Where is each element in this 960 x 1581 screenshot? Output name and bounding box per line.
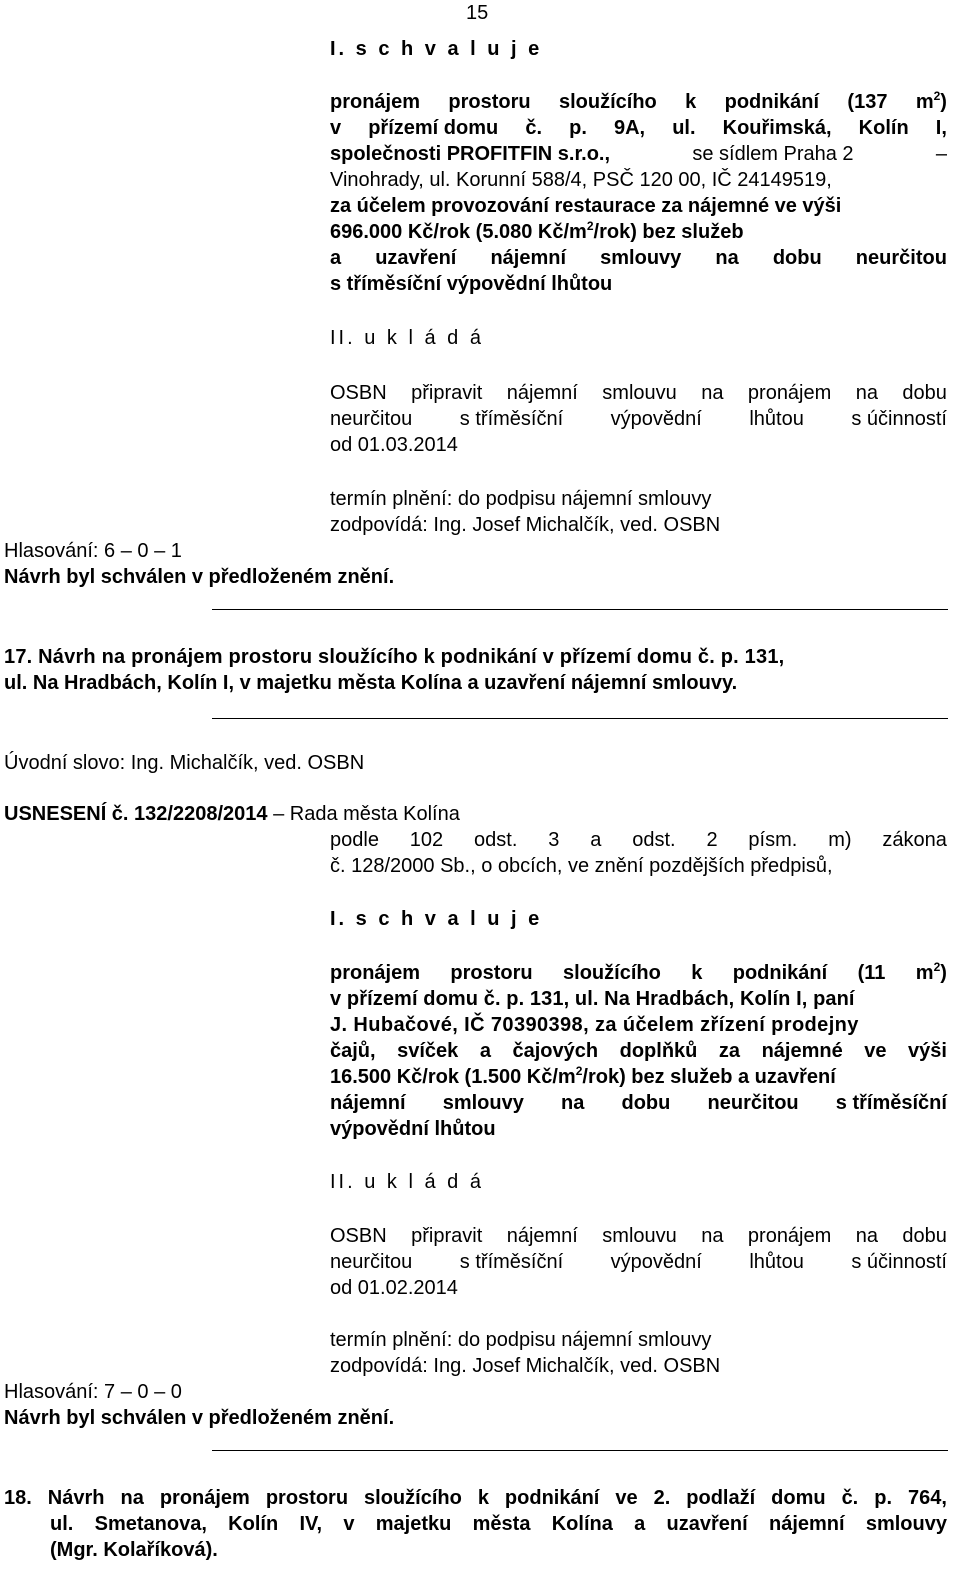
legal-basis: č. 128/2000 Sb., o obcích, ve znění pozdějších předpisů, — [330, 855, 833, 877]
agenda-item-title: 17. Návrh na pronájem prostoru sloužícího k podnikání v přízemí domu č. p. 131, — [4, 646, 785, 668]
task-line: OSBN připravit nájemní smlouvu na pronájem na dobu — [330, 1225, 947, 1247]
task-line: neurčitou s tříměsíční výpovědní lhůtou s účinností — [330, 408, 947, 430]
agenda-item-title: (Mgr. Kolaříková). — [50, 1539, 218, 1561]
task-line: od 01.02.2014 — [330, 1277, 458, 1299]
vote-result: Hlasování: 6 – 0 – 1 — [4, 540, 182, 562]
resolution-line: za účelem provozování restaurace za nájemné ve výši — [330, 195, 842, 217]
agenda-item-title: ul. Na Hradbách, Kolín I, v majetku města Kolína a uzavření nájemní smlouvy. — [4, 672, 738, 694]
intro-speaker: Úvodní slovo: Ing. Michalčík, ved. OSBN — [4, 752, 365, 774]
resolution-line: Vinohrady, ul. Korunní 588/4, PSČ 120 00, IČ 24149519, — [330, 169, 832, 191]
resolution-line: v přízemí domu č. p. 9A, ul. Kouřimská, Kolín I, — [330, 117, 947, 139]
divider — [212, 1450, 948, 1451]
task-line: OSBN připravit nájemní smlouvu na pronájem na dobu — [330, 382, 947, 404]
page-number: 15 — [466, 2, 489, 24]
resolution-line: v přízemí domu č. p. 131, ul. Na Hradbách, Kolín I, paní — [330, 988, 855, 1010]
agenda-item-title: 18. Návrh na pronájem prostoru sloužícího k podnikání ve 2. podlaží domu č. p. 764, — [4, 1487, 947, 1509]
resolution-line: výpovědní lhůtou — [330, 1118, 496, 1140]
deadline: termín plnění: do podpisu nájemní smlouvy — [330, 488, 712, 510]
resolution-line: s tříměsíční výpovědní lhůtou — [330, 273, 613, 295]
resolution-line: pronájem prostoru sloužícího k podnikání (137 $m^2$) — [330, 89, 947, 113]
divider — [212, 609, 948, 610]
deadline: termín plnění: do podpisu nájemní smlouvy — [330, 1329, 712, 1351]
resolution-line: čajů, svíček a čajových doplňků za nájemné ve výši — [330, 1040, 947, 1062]
schvaluje-heading: I. s c h v a l u j e — [330, 38, 543, 60]
responsible: zodpovídá: Ing. Josef Michalčík, ved. OSBN — [330, 1355, 721, 1377]
resolution-number: USNESENÍ č. 132/2208/2014 – Rada města Kolína — [4, 803, 460, 825]
schvaluje-heading: I. s c h v a l u j e — [330, 908, 543, 930]
resolution-line: nájemní smlouvy na dobu neurčitou s tříměsíční — [330, 1092, 947, 1114]
uklada-heading: II. u k l á d á — [330, 327, 484, 349]
approval-statement: Návrh byl schválen v předloženém znění. — [4, 1407, 395, 1429]
approval-statement: Návrh byl schválen v předloženém znění. — [4, 566, 395, 588]
vote-result: Hlasování: 7 – 0 – 0 — [4, 1381, 182, 1403]
resolution-line: J. Hubačové, IČ 70390398, za účelem zřízení prodejny — [330, 1014, 859, 1036]
resolution-line: a uzavření nájemní smlouvy na dobu neurčitou — [330, 247, 947, 269]
task-line: od 01.03.2014 — [330, 434, 458, 456]
resolution-line: pronájem prostoru sloužícího k podnikání (11 $m^2$) — [330, 960, 947, 984]
legal-basis: podle 102 odst. 3 a odst. 2 písm. m) zákona — [330, 829, 947, 851]
resolution-line: 16.500 Kč/rok (1.500 $Kč/m^2/rok$) bez služeb a uzavření — [330, 1064, 836, 1088]
task-line: neurčitou s tříměsíční výpovědní lhůtou s účinností — [330, 1251, 947, 1273]
agenda-item-title: ul. Smetanova, Kolín IV, v majetku města Kolína a uzavření nájemní smlouvy — [50, 1513, 947, 1535]
resolution-line: 696.000 Kč/rok (5.080 $Kč/m^2/rok$) bez služeb — [330, 219, 744, 243]
divider — [212, 718, 948, 719]
resolution-line: společnosti PROFITFIN s.r.o., se sídlem Praha 2 – — [330, 143, 947, 165]
responsible: zodpovídá: Ing. Josef Michalčík, ved. OSBN — [330, 514, 721, 536]
uklada-heading: II. u k l á d á — [330, 1171, 484, 1193]
